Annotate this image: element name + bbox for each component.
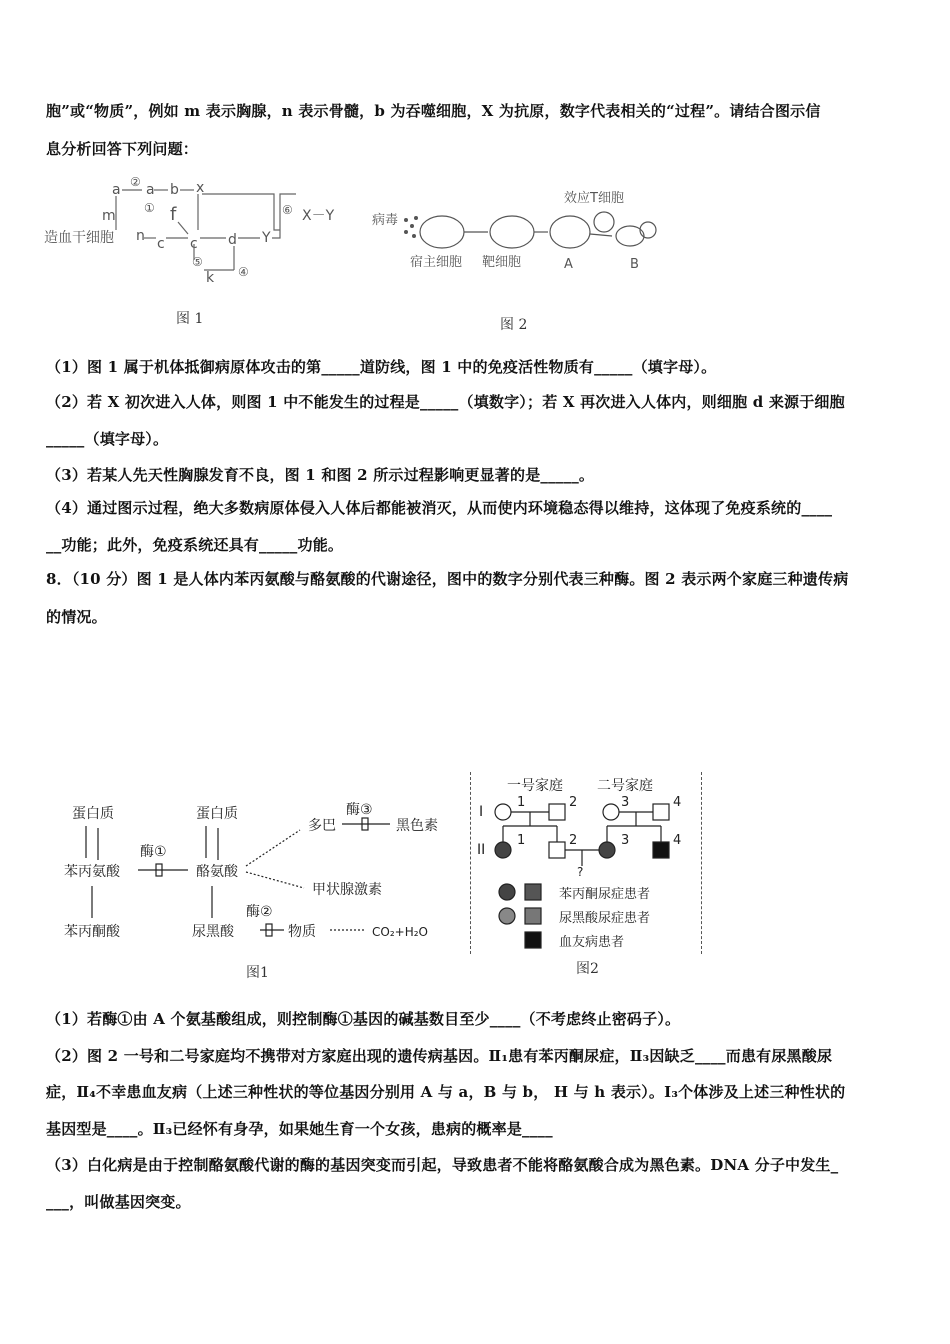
immune-diagram-fig1 — [44, 170, 344, 330]
text-line: ___，叫做基因突变。 — [46, 1193, 191, 1211]
text-line: 胞”或“物质”，例如 m 表示胸腺，n 表示骨髓，b 为吞噬细胞，X 为抗原，数字代表相关的“过程”。请结合图示信 — [46, 102, 821, 120]
text-line: 基因型是____。Ⅱ₃已经怀有身孕，如果她生育一个女孩，患病的概率是____ — [46, 1120, 553, 1138]
label-protein-1: 蛋白质 — [72, 806, 114, 822]
label-gen-2: II — [477, 842, 486, 858]
step-1: ① — [144, 201, 155, 215]
label-enzyme-2: 酶② — [246, 904, 273, 920]
label-f: f — [170, 204, 177, 225]
metabolism-diagram-fig1 — [60, 790, 460, 960]
label-d: d — [228, 232, 237, 248]
immune-fig2-svg — [372, 180, 672, 280]
pedigree-diagram-fig2 — [470, 772, 702, 954]
text-line: 的情况。 — [46, 608, 107, 626]
virus-dots — [404, 216, 418, 238]
label-xy: X－Y — [302, 208, 335, 224]
label-family-1: 一号家庭 — [507, 778, 563, 794]
label-m: m — [102, 208, 116, 224]
label-gen-1: I — [479, 804, 484, 820]
label-co2-h2o: CO₂+H₂O — [372, 925, 428, 939]
num-I1: 1 — [517, 795, 526, 810]
text-line: （3）若某人先天性胸腺发育不良，图 1 和图 2 所示过程影响更显著的是_____。 — [46, 466, 595, 484]
label-thyroid-hormone: 甲状腺激素 — [312, 882, 382, 898]
label-protein-2: 蛋白质 — [196, 806, 238, 822]
label-substance: 物质 — [288, 924, 316, 940]
label-B: B — [630, 257, 639, 272]
text-line: （2）若 X 初次进入人体，则图 1 中不能发生的过程是_____（填数字）；若 X 再次进入人体内，则细胞 d 来源于细胞 — [46, 393, 845, 411]
label-homogentisate: 尿黑酸 — [192, 924, 234, 940]
label-c1: c — [157, 236, 165, 252]
metab-fig1-svg — [60, 790, 460, 960]
immune-fig2-cells — [420, 212, 656, 248]
label-enzyme-3: 酶③ — [346, 802, 373, 818]
label-c2: c — [190, 236, 198, 252]
label-host-cell: 宿主细胞 — [410, 255, 463, 270]
text-line: （3）白化病是由于控制酪氨酸代谢的酶的基因突变而引起，导致患者不能将酪氨酸合成为黑色素。DNA 分子中发生_ — [46, 1156, 839, 1174]
num-II4: 4 — [673, 833, 682, 848]
step-6: ⑥ — [282, 203, 293, 217]
label-melanin: 黑色素 — [396, 818, 438, 834]
label-enzyme-1: 酶① — [140, 844, 167, 860]
legend-pku: 苯丙酮尿症患者 — [559, 887, 651, 902]
step-4: ④ — [238, 265, 249, 279]
label-virus: 病毒 — [372, 213, 399, 228]
text-line: _____（填字母）。 — [46, 430, 169, 448]
pedigree-svg — [471, 772, 699, 954]
text-line: （1）若酶①由 A 个氨基酸组成，则控制酶①基因的碱基数目至少____（不考虑终止密码子）。 — [46, 1010, 681, 1028]
immune-fig1-caption: 图 1 — [176, 311, 204, 327]
label-dopa: 多巴 — [308, 818, 336, 834]
num-II3: 3 — [621, 833, 630, 848]
label-a2: a — [146, 182, 155, 198]
num-I4: 4 — [673, 795, 682, 810]
text-line: 息分析回答下列问题： — [46, 140, 199, 158]
legend-alkaptonuria: 尿黑酸尿症患者 — [559, 911, 651, 926]
label-phenylpyruvate: 苯丙酮酸 — [64, 924, 120, 940]
num-II2: 2 — [569, 833, 578, 848]
step-2: ② — [130, 175, 141, 189]
label-target-cell: 靶细胞 — [482, 255, 522, 270]
text-line: 症，Ⅱ₄不幸患血友病（上述三种性状的等位基因分别用 A 与 a，B 与 b， H 与 h 表示）。I₃个体涉及上述三种性状的 — [46, 1083, 846, 1101]
text-line: （2）图 2 一号和二号家庭均不携带对方家庭出现的遗传病基因。Ⅱ₁患有苯丙酮尿症，Ⅱ₃因缺乏____而患有尿黑酸尿 — [46, 1047, 833, 1065]
immune-fig1-svg — [44, 170, 344, 330]
num-II1: 1 — [517, 833, 526, 848]
text-line: （1）图 1 属于机体抵御病原体攻击的第_____道防线，图 1 中的免疫活性物质有_____（填字母）。 — [46, 358, 717, 376]
metab-fig1-arrows — [86, 818, 390, 936]
label-x: x — [196, 180, 205, 196]
pedigree-fig2-caption: 图2 — [576, 961, 599, 977]
step-5: ⑤ — [192, 255, 203, 269]
num-I2: 2 — [569, 795, 578, 810]
label-b: b — [170, 182, 179, 198]
label-effector-t: 效应T细胞 — [564, 191, 624, 206]
label-a: a — [112, 182, 121, 198]
metab-fig1-caption: 图1 — [246, 965, 269, 981]
label-tyrosine: 酪氨酸 — [196, 864, 238, 880]
immune-diagram-fig2 — [372, 180, 672, 280]
label-A: A — [564, 257, 573, 272]
label-family-2: 二号家庭 — [597, 778, 653, 794]
label-source: 造血干细胞 — [44, 230, 114, 246]
text-line: __功能；此外，免疫系统还具有_____功能。 — [46, 536, 344, 554]
legend-hemophilia: 血友病患者 — [559, 935, 625, 950]
text-line: 8．（10 分）图 1 是人体内苯丙氨酸与酪氨酸的代谢途径，图中的数字分别代表三种酶。图 2 表示两个家庭三种遗传病 — [46, 570, 849, 588]
num-I3: 3 — [621, 795, 630, 810]
label-y: Y — [262, 230, 271, 246]
immune-fig2-caption: 图 2 — [500, 317, 528, 333]
label-question: ? — [577, 865, 584, 879]
label-n: n — [136, 228, 145, 244]
label-k: k — [206, 270, 215, 286]
text-line: （4）通过图示过程，绝大多数病原体侵入人体后都能被消灭，从而使内环境稳态得以维持，这体现了免疫系统的____ — [46, 499, 833, 517]
label-phenylalanine: 苯丙氨酸 — [64, 864, 120, 880]
